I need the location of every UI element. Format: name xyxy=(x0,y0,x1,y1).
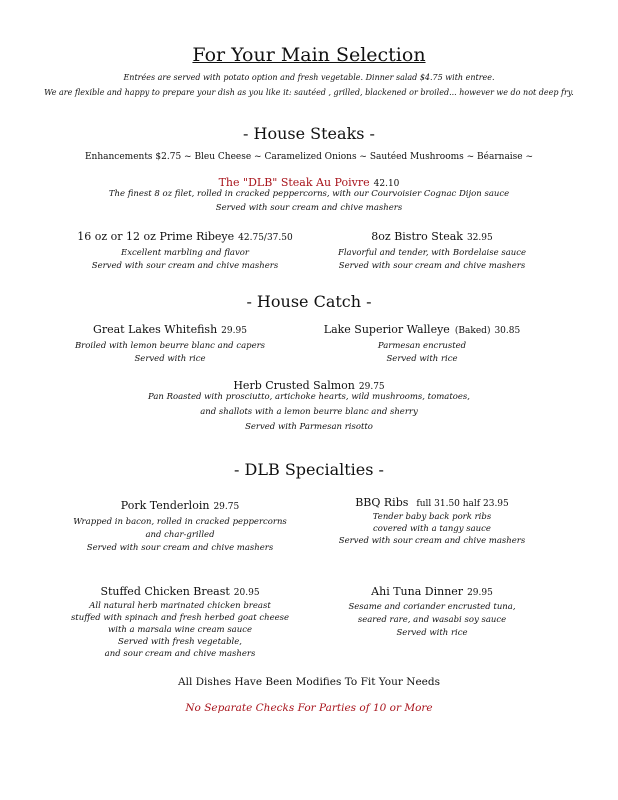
dish-name: Stuffed Chicken Breast xyxy=(100,585,230,598)
intro-line: Entrées are served with potato option and fresh vegetable. Dinner salad $4.75 with entree. xyxy=(123,73,495,82)
dish-price: 42.10 xyxy=(373,179,400,189)
dish-description: Served with Parmesan risotto xyxy=(245,422,373,432)
menu-item-salmon xyxy=(0,374,618,393)
dish-price: 20.95 xyxy=(233,588,260,598)
menu-item-bbq-ribs xyxy=(282,491,582,546)
dish-description: Served with rice xyxy=(134,354,206,364)
dish-price: 42.75/37.50 xyxy=(238,233,293,243)
dish-description: Served with sour cream and chive mashers xyxy=(338,261,526,271)
dish-description: with a marsala wine cream sauce xyxy=(107,625,253,635)
dish-name: Lake Superior Walleye xyxy=(323,323,450,336)
dish-description: Sesame and coriander encrusted tuna, xyxy=(348,602,516,612)
dish-description: and shallots with a lemon beurre blanc and sherry xyxy=(200,407,418,417)
dish-description: covered with a tangy sauce xyxy=(373,524,491,534)
dish-description: Flavorful and tender, with Bordelaise sauce xyxy=(337,248,527,258)
dish-description: stuffed with spinach and fresh herbed goat cheese xyxy=(70,613,290,623)
dish-description: Parmesan encrusted xyxy=(377,341,467,351)
menu-item-walleye xyxy=(272,318,572,364)
dish-description: Pan Roasted with prosciutto, artichoke hearts, wild mushrooms, tomatoes, xyxy=(148,392,470,402)
dish-price: 29.75 xyxy=(213,502,240,512)
section-heading-house-catch: - House Catch - xyxy=(246,292,372,311)
footer-warning: No Separate Checks For Parties of 10 or More xyxy=(185,702,433,714)
dish-description: Served with rice xyxy=(386,354,458,364)
dish-price: 32.95 xyxy=(466,233,493,243)
dish-name: Ahi Tuna Dinner xyxy=(371,585,464,598)
dish-description: Served with sour cream and chive mashers xyxy=(91,261,279,271)
dish-note: (Baked) xyxy=(454,326,491,336)
dish-price: 30.85 xyxy=(494,326,521,336)
dish-price: 29.75 xyxy=(358,382,385,392)
section-heading-house-steaks: - House Steaks - xyxy=(243,124,375,143)
intro-line: We are flexible and happy to prepare your dish as you like it: sautéed , grilled, blackened or broiled... however we do not deep fry. xyxy=(44,88,574,97)
dish-name: 16 oz or 12 oz Prime Ribeye xyxy=(77,230,235,243)
dish-price: 29.95 xyxy=(221,326,247,336)
menu-item-steak-au-poivre xyxy=(0,171,618,190)
dish-description: Served with sour cream and chive mashers xyxy=(86,543,274,553)
dish-price: full 31.50 half 23.95 xyxy=(416,499,509,509)
dish-description: seared rare, and wasabi soy sauce xyxy=(357,615,507,625)
dish-name: 8oz Bistro Steak xyxy=(371,230,463,243)
menu-item-bistro-steak xyxy=(282,225,582,271)
dish-description: Served with rice xyxy=(396,628,468,638)
dish-description: Served with sour cream and chive mashers xyxy=(338,536,526,546)
dish-name: Pork Tenderloin xyxy=(120,499,210,512)
dish-description: Excellent marbling and flavor xyxy=(121,248,249,258)
dish-name: Herb Crusted Salmon xyxy=(233,379,355,392)
dish-description: Tender baby back pork ribs xyxy=(372,512,492,522)
dish-description: and char-grilled xyxy=(145,530,215,540)
dish-description: All natural herb marinated chicken breast xyxy=(89,601,271,611)
dish-description: Served with fresh vegetable, xyxy=(118,637,242,647)
dish-description: Wrapped in bacon, rolled in cracked peppercorns xyxy=(73,517,287,527)
dish-name: The "DLB" Steak Au Poivre xyxy=(218,176,370,189)
dish-description: Broiled with lemon beurre blanc and capers xyxy=(74,341,266,351)
enhancements-line: Enhancements $2.75 ~ Bleu Cheese ~ Caramelized Onions ~ Sautéed Mushrooms ~ Béarnaise ~ xyxy=(84,152,534,162)
page-title: For Your Main Selection xyxy=(192,44,426,66)
dish-description: Served with sour cream and chive mashers xyxy=(215,203,403,213)
dish-description: The finest 8 oz filet, rolled in cracked peppercorns, with our Courvoisier Cognac Dijon sauce xyxy=(108,189,510,199)
dish-description: and sour cream and chive mashers xyxy=(104,649,256,659)
footer-note: All Dishes Have Been Modifies To Fit Your Needs xyxy=(178,676,440,688)
section-heading-specialties: - DLB Specialties - xyxy=(234,460,384,479)
dish-name: Great Lakes Whitefish xyxy=(93,323,218,336)
menu-item-ahi-tuna xyxy=(282,580,582,638)
dish-name: BBQ Ribs xyxy=(355,496,409,509)
dish-price: 29.95 xyxy=(467,588,493,598)
